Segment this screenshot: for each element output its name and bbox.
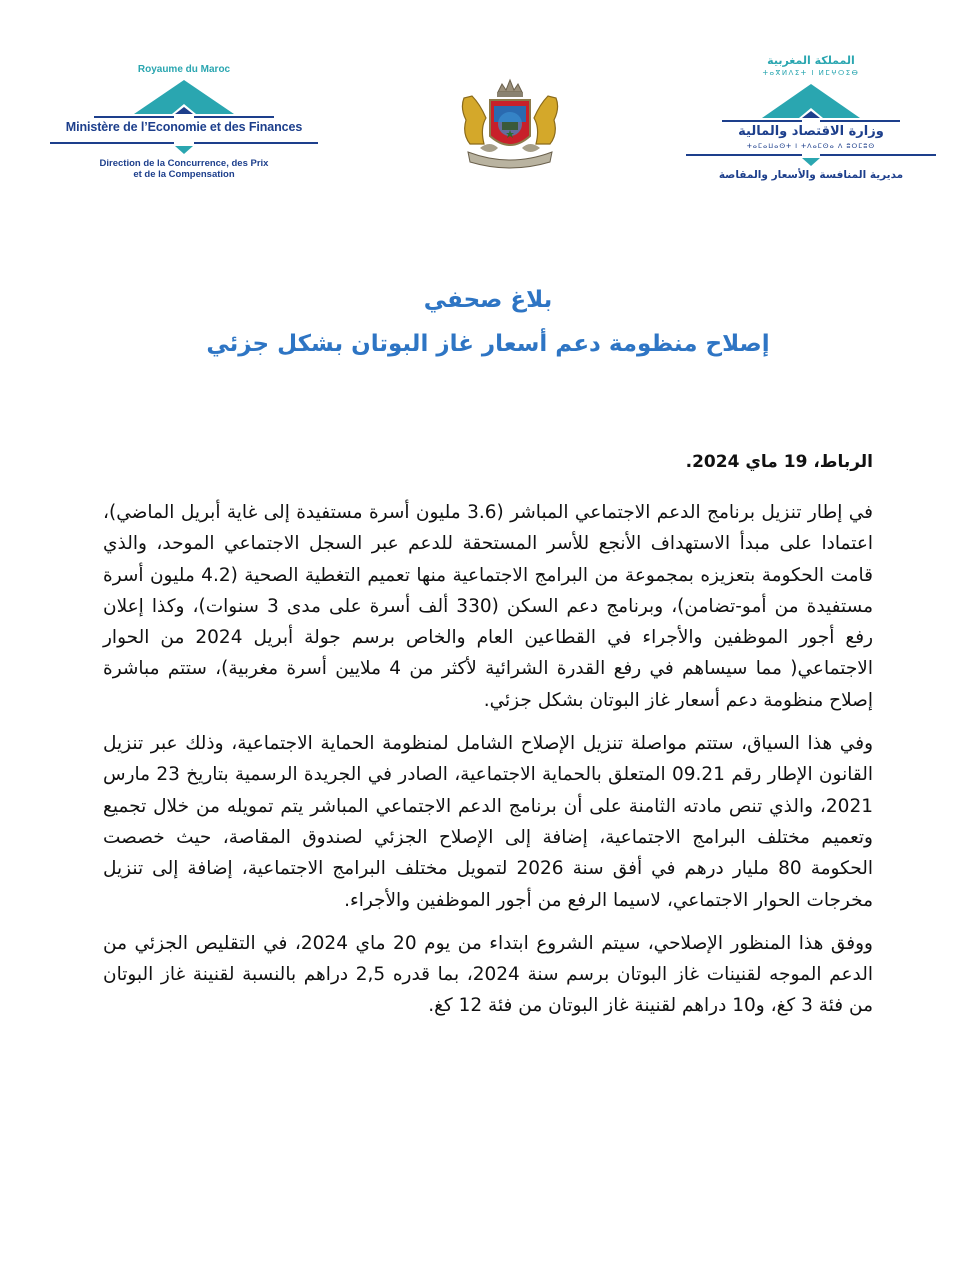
- logo-kingdom-arabic-label: المملكة المغربية: [767, 54, 855, 67]
- logo-divider-chevron-icon: [682, 152, 940, 168]
- logo-ministry-arabic-label: وزارة الاقتصاد والمالية: [738, 124, 884, 139]
- logo-direction-arabic-label: مديرية المنافسة والأسعار والمقاصة: [718, 169, 904, 181]
- document-heading: [0, 282, 976, 366]
- coat-of-arms-icon: [450, 78, 570, 174]
- logo-kingdom-label: Royaume du Maroc: [137, 64, 231, 75]
- logo-kingdom-tifinagh-label: ⵜⴰⴳⵍⴷⵉⵜ ⵏ ⵍⵎⵖⵔⵉⴱ: [762, 69, 860, 77]
- logo-direction-line1: Direction de la Concurrence, des Prix: [99, 158, 269, 169]
- ministry-roof-icon: [44, 76, 324, 124]
- ministry-logo-french: [44, 58, 324, 188]
- document-body: [103, 497, 873, 1034]
- body-paragraph: ووفق هذا المنظور الإصلاحي، سيتم الشروع ابتداء من يوم 20 ماي 2024، في التقليص الجزئي من الدعم الموجه لقنينات غاز البوتان برسم سنة 2024، بما قدره 2,5 دراهم بالنسبة لقنينة غاز البوتان من فئة 3 كغ، و10 دراهم لقنينة غاز البوتان من فئة 12 كغ.: [103, 932, 873, 1017]
- ministry-logo-arabic: [682, 52, 940, 192]
- logo-ministry-label: Ministère de l’Economie et des Finances: [65, 120, 303, 134]
- body-paragraph: في إطار تنزيل برنامج الدعم الاجتماعي المباشر (3.6 مليون أسرة مستفيدة إلى غاية أبريل الماضي)، اعتمادا على مبدأ الاستهداف الأنجع للأسر المستحقة للدعم عبر السجل الاجتماعي الموحد، والذي قامت الحكومة بتعزيزه بمجموعة من البرامج الاجتماعية منها تعميم التغطية الصحية (4.2 مليون أسرة مستفيدة من أمو-تضامن)، وبرنامج دعم السكن (330 ألف أسرة على مدى 3 سنوات)، وكذا إعلان رفع أجور الموظفين والأجراء في القطاعين العام والخاص برسم جولة أبريل 2024 من الحوار الاجتماعي( مما سيساهم في رفع القدرة الشرائية لأكثر من 4 ملايين أسرة مغربية)، ستتم مباشرة إصلاح منظومة دعم أسعار غاز البوتان بشكل جزئي.: [103, 502, 874, 711]
- press-release-label: بلاغ صحفي: [423, 287, 553, 313]
- date-line: الرباط، 19 ماي 2024.: [685, 452, 873, 472]
- logo-ministry-tifinagh-label: ⵜⴰⵎⴰⵡⴰⵙⵜ ⵏ ⵜⴷⴰⵎⵙⴰ ⴷ ⵓⵔⵎⵓⵙ: [746, 142, 876, 150]
- ministry-roof-icon: [682, 78, 940, 126]
- logo-direction-label: [44, 158, 324, 180]
- logo-direction-line2: et de la Compensation: [133, 169, 235, 180]
- document-title: إصلاح منظومة دعم أسعار غاز البوتان بشكل جزئي: [206, 331, 770, 357]
- logo-divider-chevron-icon: [44, 140, 324, 156]
- body-paragraph: وفي هذا السياق، ستتم مواصلة تنزيل الإصلاح الشامل لمنظومة الحماية الاجتماعية، وذلك عبر تنزيل القانون الإطار رقم 09.21 المتعلق بالحماية الاجتماعية، الصادر في الجريدة الرسمية بتاريخ 23 مارس 2021، والذي تنص مادته الثامنة على أن برنامج الدعم الاجتماعي المباشر يتم تمويله من خلال تجميع وتعميم مختلف البرامج الاجتماعية، إضافة إلى الإصلاح الجزئي لصندوق المقاصة، حيث خصصت الحكومة 80 مليار درهم في أفق سنة 2026 لتمويل مختلف البرامج الاجتماعية، إضافة إلى تنزيل مخرجات الحوار الاجتماعي، لاسيما الرفع من أجور الموظفين والأجراء.: [103, 733, 874, 911]
